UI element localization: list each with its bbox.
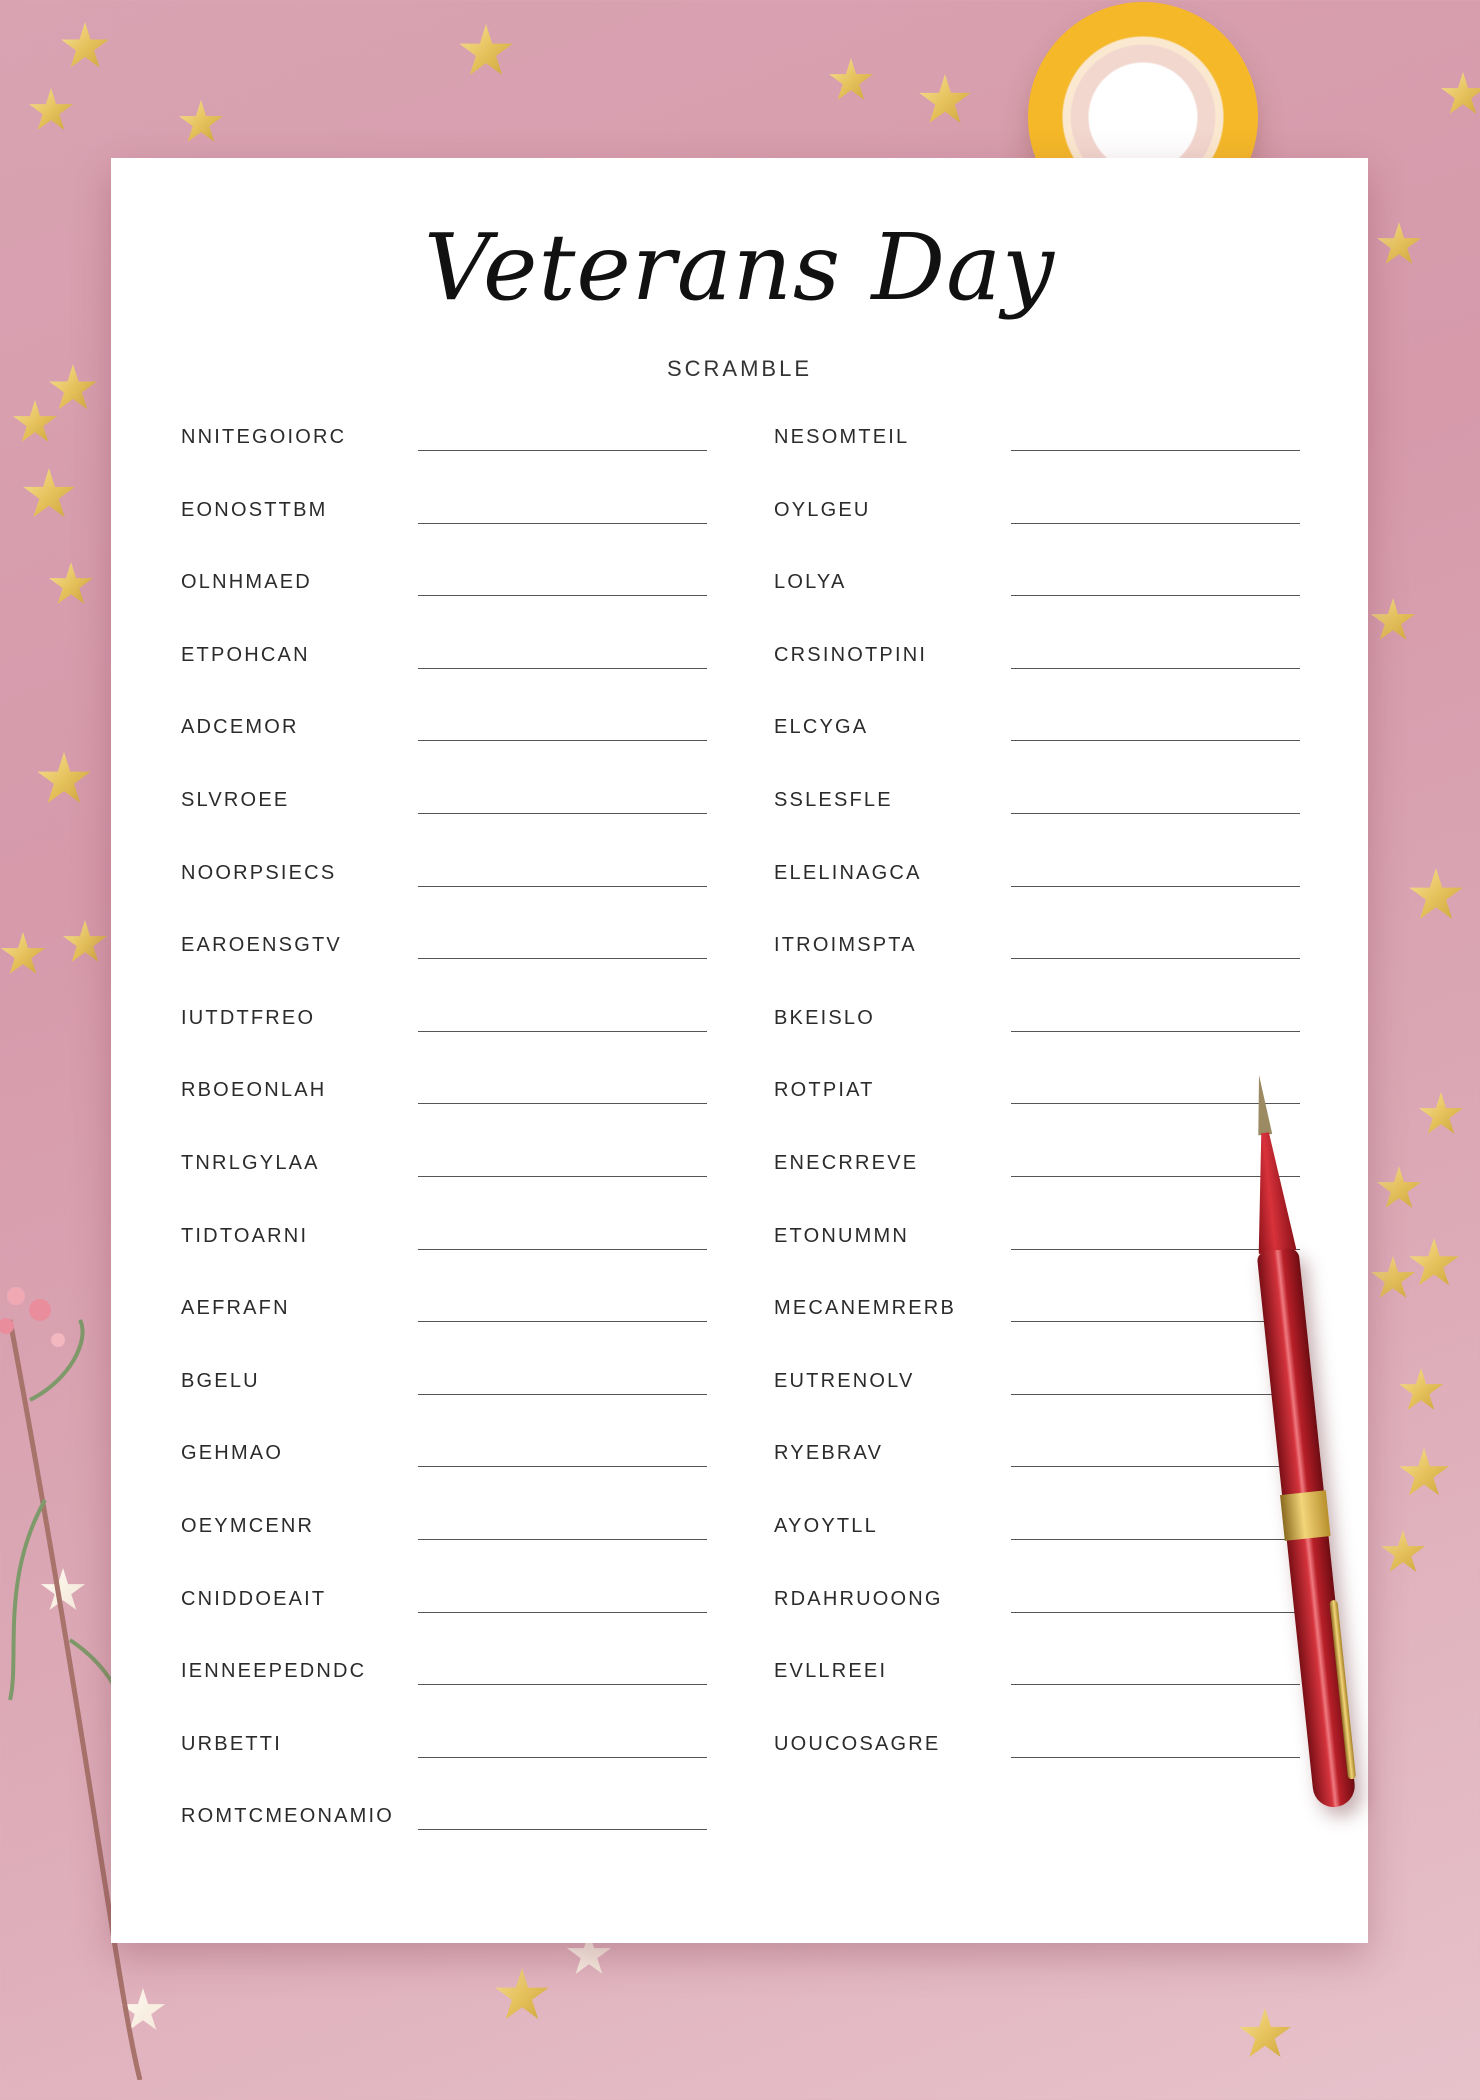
answer-line[interactable] <box>418 958 707 959</box>
scrambled-word: AYOYTLL <box>774 1514 878 1537</box>
word-row <box>181 499 741 572</box>
scrambled-word: ADCEMOR <box>181 716 299 739</box>
star-decoration <box>1238 2008 1292 2062</box>
worksheet <box>111 158 1368 1943</box>
word-row <box>774 789 1334 862</box>
answer-line[interactable] <box>1011 1394 1300 1395</box>
word-row <box>181 1660 741 1733</box>
page-subtitle: SCRAMBLE <box>666 356 813 381</box>
answer-line[interactable] <box>1011 1466 1300 1467</box>
scrambled-word: ELELINAGCA <box>774 861 922 884</box>
word-row <box>181 426 741 499</box>
star-decoration <box>1408 1238 1460 1290</box>
word-row <box>181 1442 741 1515</box>
answer-line[interactable] <box>418 813 707 814</box>
word-list-left <box>181 426 741 1878</box>
scrambled-word: EAROENSGTV <box>181 934 342 957</box>
pen-band <box>1280 1490 1331 1541</box>
scrambled-word: RBOEONLAH <box>181 1079 327 1102</box>
scrambled-word: OYLGEU <box>774 498 871 521</box>
scrambled-word: ITROIMSPTA <box>774 934 917 957</box>
answer-line[interactable] <box>1011 1684 1300 1685</box>
scrambled-word: LOLYA <box>774 571 847 594</box>
answer-line[interactable] <box>418 523 707 524</box>
scrambled-word: CRSINOTPINI <box>774 643 928 666</box>
scrambled-word: EONOSTTBM <box>181 498 328 521</box>
answer-line[interactable] <box>418 1321 707 1322</box>
word-row <box>774 1515 1334 1588</box>
scrambled-word: BKEISLO <box>774 1006 875 1029</box>
answer-line[interactable] <box>418 740 707 741</box>
star-decoration <box>1398 1368 1444 1414</box>
scrambled-word: RDAHRUOONG <box>774 1587 943 1610</box>
star-decoration <box>28 88 74 134</box>
answer-line[interactable] <box>418 450 707 451</box>
star-decoration <box>178 100 224 146</box>
answer-line[interactable] <box>418 1031 707 1032</box>
scrambled-word: CNIDDOEAIT <box>181 1587 327 1610</box>
star-decoration <box>60 22 110 72</box>
scrambled-word: SSLESFLE <box>774 788 893 811</box>
scrambled-word: TIDTOARNI <box>181 1224 309 1247</box>
word-row <box>181 789 741 862</box>
answer-line[interactable] <box>418 1394 707 1395</box>
word-row <box>181 1733 741 1806</box>
word-row <box>774 1297 1334 1370</box>
star-decoration <box>918 74 972 128</box>
scrambled-word: ETPOHCAN <box>181 643 310 666</box>
word-row <box>181 1152 741 1225</box>
answer-line[interactable] <box>1011 1612 1300 1613</box>
answer-line[interactable] <box>1011 1757 1300 1758</box>
scrambled-word: ELCYGA <box>774 716 869 739</box>
scrambled-word: TNRLGYLAA <box>181 1151 320 1174</box>
scrambled-word: AEFRAFN <box>181 1297 290 1320</box>
answer-line[interactable] <box>1011 450 1300 451</box>
scrambled-word: GEHMAO <box>181 1442 284 1465</box>
word-row <box>774 1660 1334 1733</box>
word-row <box>774 1370 1334 1443</box>
star-decoration <box>62 920 108 966</box>
scrambled-word: BGELU <box>181 1369 260 1392</box>
answer-line[interactable] <box>1011 595 1300 596</box>
scrambled-word: ETONUMMN <box>774 1224 910 1247</box>
word-row <box>774 426 1334 499</box>
answer-line[interactable] <box>1011 523 1300 524</box>
star-decoration <box>1408 868 1464 924</box>
word-row <box>181 716 741 789</box>
star-decoration <box>0 932 46 978</box>
word-row <box>181 571 741 644</box>
scrambled-word: EUTRENOLV <box>774 1369 915 1392</box>
star-decoration <box>1370 1256 1416 1302</box>
scrambled-word: OLNHMAED <box>181 571 312 594</box>
star-decoration <box>1370 598 1416 644</box>
answer-line[interactable] <box>1011 886 1300 887</box>
star-decoration <box>1376 1166 1422 1212</box>
scrambled-word: NOORPSIECS <box>181 861 337 884</box>
word-row <box>181 1225 741 1298</box>
star-decoration <box>1398 1448 1450 1500</box>
answer-line[interactable] <box>1011 740 1300 741</box>
star-decoration <box>494 1968 550 2024</box>
answer-line[interactable] <box>418 668 707 669</box>
scrambled-word: ROTPIAT <box>774 1079 875 1102</box>
star-decoration <box>12 400 58 446</box>
answer-line[interactable] <box>1011 813 1300 814</box>
word-row <box>774 1007 1334 1080</box>
answer-line[interactable] <box>418 1757 707 1758</box>
star-decoration <box>458 24 514 80</box>
answer-line[interactable] <box>418 1466 707 1467</box>
word-row <box>181 1370 741 1443</box>
word-row <box>774 1733 1334 1806</box>
answer-line[interactable] <box>418 1684 707 1685</box>
answer-line[interactable] <box>418 1539 707 1540</box>
pen-tip <box>1252 1074 1272 1135</box>
answer-line[interactable] <box>418 1829 707 1830</box>
word-row <box>181 1515 741 1588</box>
answer-line[interactable] <box>418 1103 707 1104</box>
word-row <box>181 1007 741 1080</box>
scrambled-word: OEYMCENR <box>181 1514 315 1537</box>
scrambled-word: ENECRREVE <box>774 1151 919 1174</box>
answer-line[interactable] <box>418 1612 707 1613</box>
word-row <box>774 1588 1334 1661</box>
answer-line[interactable] <box>1011 958 1300 959</box>
answer-line[interactable] <box>1011 668 1300 669</box>
word-row <box>181 934 741 1007</box>
star-decoration <box>1376 222 1422 268</box>
star-decoration <box>48 364 98 414</box>
word-row <box>774 571 1334 644</box>
answer-line[interactable] <box>1011 1031 1300 1032</box>
pen-cone <box>1246 1131 1296 1254</box>
answer-line[interactable] <box>1011 1539 1300 1540</box>
star-decoration <box>36 752 92 808</box>
scrambled-word: MECANEMRERB <box>774 1297 956 1320</box>
scrambled-word: NESOMTEIL <box>774 426 910 448</box>
word-row <box>774 499 1334 572</box>
scrambled-word: SLVROEE <box>181 788 290 811</box>
star-decoration <box>48 562 94 608</box>
star-decoration <box>1418 1092 1464 1138</box>
word-row <box>774 1442 1334 1515</box>
star-decoration <box>1380 1530 1426 1576</box>
scrambled-word: UOUCOSAGRE <box>774 1732 941 1755</box>
star-decoration <box>1440 72 1480 118</box>
word-row <box>774 862 1334 935</box>
scrambled-word: IUTDTFREO <box>181 1006 316 1029</box>
word-row <box>181 1079 741 1152</box>
answer-line[interactable] <box>418 1249 707 1250</box>
word-row <box>181 862 741 935</box>
word-row <box>774 934 1334 1007</box>
word-row <box>181 644 741 717</box>
word-row <box>181 1588 741 1661</box>
word-row <box>774 644 1334 717</box>
answer-line[interactable] <box>418 886 707 887</box>
word-row <box>181 1805 741 1878</box>
page-title: Veterans Day <box>424 214 1055 321</box>
answer-line[interactable] <box>418 595 707 596</box>
scrambled-word: URBETTI <box>181 1732 282 1755</box>
scrambled-word: RYEBRAV <box>774 1442 884 1465</box>
answer-line[interactable] <box>418 1176 707 1177</box>
star-decoration <box>828 58 874 104</box>
word-row <box>774 716 1334 789</box>
scrambled-word: IENNEEPEDNDC <box>181 1660 367 1683</box>
word-row <box>181 1297 741 1370</box>
scrambled-word: NNITEGOIORC <box>181 426 347 448</box>
scrambled-word: EVLLREEI <box>774 1660 888 1683</box>
star-decoration <box>22 468 76 522</box>
scrambled-word: ROMTCMEONAMIO <box>181 1805 395 1828</box>
